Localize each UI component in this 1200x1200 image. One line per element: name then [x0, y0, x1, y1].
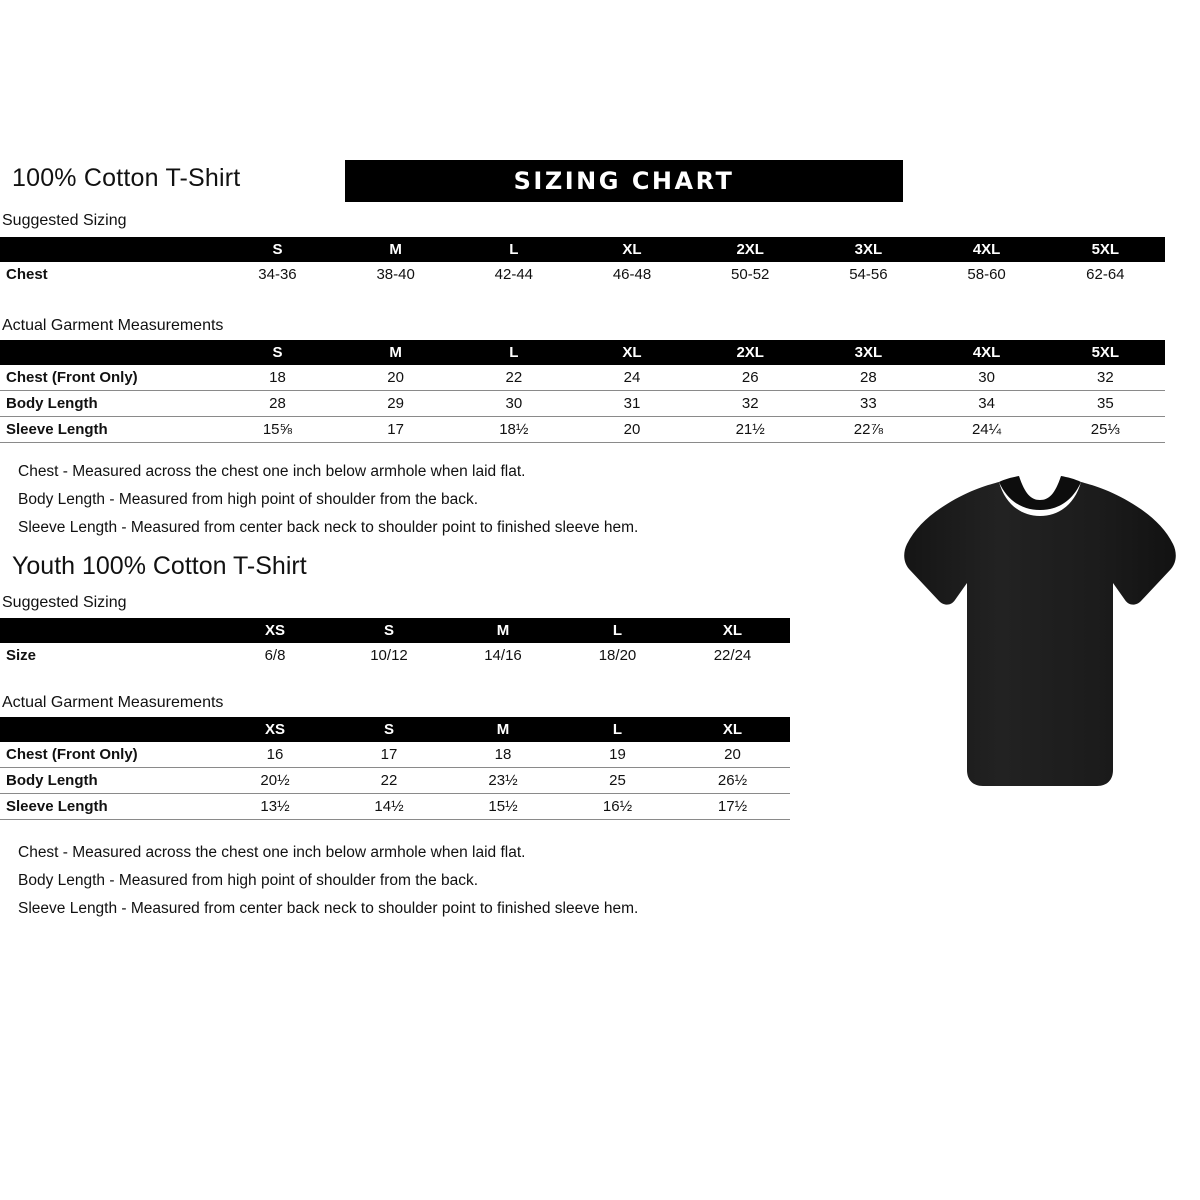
- cell-bodylength-xl: 31: [573, 391, 691, 417]
- adult-suggested-sizing-table: [0, 237, 1165, 287]
- youth-note-sleeve-length: Sleeve Length - Measured from center back neck to shoulder point to finished sleeve hem.: [18, 900, 639, 917]
- cell-chestfront-l: 22: [455, 365, 573, 391]
- cell-bodylength-xs: 20½: [218, 768, 332, 794]
- col-header-5xl: 5XL: [1046, 340, 1165, 365]
- row-label-body-length: Body Length: [0, 768, 218, 794]
- cell-chestfront-xs: 16: [218, 742, 332, 768]
- cell-size-m: 14/16: [484, 647, 522, 664]
- cell-chest-3xl: 54-56: [849, 266, 888, 283]
- row-label-size: Size: [6, 647, 37, 664]
- cell-sleevelength-s: 14½: [332, 794, 446, 820]
- cell-size-l: 18/20: [598, 647, 637, 664]
- col-header-s: S: [332, 717, 446, 742]
- youth-note-body-length: Body Length - Measured from high point of shoulder from the back.: [18, 872, 479, 889]
- col-header-m: M: [337, 340, 455, 365]
- cell-bodylength-s: 28: [218, 391, 336, 417]
- row-label-body-length: Body Length: [0, 391, 218, 417]
- cell-chestfront-xl: 20: [675, 742, 790, 768]
- cell-chest-xl: 46-48: [612, 266, 652, 283]
- cell-sleevelength-m: 15½: [446, 794, 560, 820]
- col-header-xl: XL: [675, 618, 790, 643]
- table-row: [0, 417, 1165, 443]
- col-header-blank: [0, 618, 218, 643]
- cell-chestfront-s: 18: [218, 365, 336, 391]
- youth-suggested-sizing-table: [0, 618, 790, 668]
- cell-sleevelength-m: 17: [337, 417, 455, 443]
- adult-note-sleeve-length: Sleeve Length - Measured from center back neck to shoulder point to finished sleeve hem.: [18, 519, 639, 536]
- cell-size-xs: 6/8: [264, 647, 286, 664]
- cell-sleevelength-xs: 13½: [218, 794, 332, 820]
- cell-sleevelength-l: 18½: [455, 417, 573, 443]
- cell-chestfront-m: 20: [337, 365, 455, 391]
- cell-size-xl: 22/24: [713, 647, 752, 664]
- cell-chestfront-3xl: 28: [809, 365, 927, 391]
- adult-note-body-length: Body Length - Measured from high point of shoulder from the back.: [18, 491, 479, 508]
- row-label-chest-front-only: Chest (Front Only): [0, 742, 218, 768]
- youth-note-chest: Chest - Measured across the chest one inch below armhole when laid flat.: [18, 844, 526, 861]
- col-header-xs: XS: [218, 618, 332, 643]
- cell-bodylength-m: 23½: [446, 768, 560, 794]
- col-header-m: M: [446, 717, 560, 742]
- col-header-2xl: 2XL: [691, 340, 809, 365]
- cell-bodylength-2xl: 32: [691, 391, 809, 417]
- cell-bodylength-m: 29: [337, 391, 455, 417]
- cell-bodylength-l: 30: [455, 391, 573, 417]
- table-row: [0, 643, 790, 668]
- table-row: [0, 262, 1165, 287]
- col-header-2xl: 2XL: [691, 237, 809, 262]
- cell-sleevelength-s: 15⅝: [218, 417, 336, 443]
- col-header-l: L: [455, 237, 573, 262]
- black-t-shirt-illustration: [895, 470, 1185, 810]
- cell-chest-2xl: 50-52: [731, 266, 770, 283]
- col-header-xl: XL: [573, 340, 691, 365]
- col-header-xl: XL: [573, 237, 691, 262]
- cell-size-s: 10/12: [370, 647, 408, 664]
- cell-bodylength-s: 22: [332, 768, 446, 794]
- adult-section-title: 100% Cotton T-Shirt: [12, 164, 241, 192]
- adult-title-row: [12, 160, 902, 202]
- col-header-4xl: 4XL: [927, 237, 1045, 262]
- cell-bodylength-xl: 26½: [675, 768, 790, 794]
- adult-suggested-sizing-label: Suggested Sizing: [2, 212, 127, 229]
- cell-sleevelength-3xl: 22⅞: [809, 417, 927, 443]
- table-row: [0, 768, 790, 794]
- adult-actual-measurements-table: [0, 340, 1165, 443]
- table-row: [0, 794, 790, 820]
- table-row: [0, 742, 790, 768]
- cell-chestfront-m: 18: [446, 742, 560, 768]
- col-header-l: L: [560, 717, 675, 742]
- row-label-chest-front-only: Chest (Front Only): [0, 365, 218, 391]
- sizing-chart-banner-label: SIZING CHART: [513, 167, 735, 195]
- cell-sleevelength-xl: 17½: [675, 794, 790, 820]
- cell-chestfront-4xl: 30: [927, 365, 1045, 391]
- col-header-s: S: [218, 340, 336, 365]
- row-label-sleeve-length: Sleeve Length: [0, 417, 218, 443]
- cell-bodylength-4xl: 34: [927, 391, 1045, 417]
- col-header-xl: XL: [675, 717, 790, 742]
- col-header-l: L: [560, 618, 675, 643]
- youth-actual-measurements-label: Actual Garment Measurements: [2, 694, 224, 711]
- cell-bodylength-5xl: 35: [1046, 391, 1165, 417]
- cell-chestfront-xl: 24: [573, 365, 691, 391]
- cell-bodylength-3xl: 33: [809, 391, 927, 417]
- col-header-m: M: [337, 237, 455, 262]
- col-header-xs: XS: [218, 717, 332, 742]
- sizing-chart-banner: [345, 160, 903, 202]
- col-header-m: M: [446, 618, 560, 643]
- col-header-l: L: [455, 340, 573, 365]
- cell-sleevelength-2xl: 21½: [691, 417, 809, 443]
- col-header-5xl: 5XL: [1046, 237, 1165, 262]
- table-header-row: [0, 618, 790, 643]
- col-header-s: S: [332, 618, 446, 643]
- col-header-3xl: 3XL: [809, 340, 927, 365]
- col-header-blank: [0, 237, 218, 262]
- row-label-chest: Chest: [6, 266, 48, 283]
- table-header-row: [0, 717, 790, 742]
- cell-bodylength-l: 25: [560, 768, 675, 794]
- youth-suggested-sizing-label: Suggested Sizing: [2, 594, 127, 611]
- col-header-4xl: 4XL: [927, 340, 1045, 365]
- table-header-row: [0, 237, 1165, 262]
- cell-chest-5xl: 62-64: [1086, 266, 1125, 283]
- col-header-3xl: 3XL: [809, 237, 927, 262]
- adult-actual-measurements-label: Actual Garment Measurements: [2, 317, 224, 334]
- cell-chestfront-2xl: 26: [691, 365, 809, 391]
- col-header-blank: [0, 717, 218, 742]
- cell-chestfront-5xl: 32: [1046, 365, 1165, 391]
- cell-chestfront-l: 19: [560, 742, 675, 768]
- cell-chest-s: 34-36: [258, 266, 297, 283]
- cell-chestfront-s: 17: [332, 742, 446, 768]
- row-label-sleeve-length: Sleeve Length: [0, 794, 218, 820]
- cell-chest-4xl: 58-60: [967, 266, 1006, 283]
- cell-chest-l: 42-44: [494, 266, 534, 283]
- table-row: [0, 365, 1165, 391]
- cell-sleevelength-4xl: 24¼: [927, 417, 1045, 443]
- youth-section-title: Youth 100% Cotton T-Shirt: [12, 552, 307, 580]
- cell-sleevelength-l: 16½: [560, 794, 675, 820]
- youth-actual-measurements-table: [0, 717, 790, 820]
- table-row: [0, 391, 1165, 417]
- adult-note-chest: Chest - Measured across the chest one inch below armhole when laid flat.: [18, 463, 526, 480]
- col-header-blank: [0, 340, 218, 365]
- cell-chest-m: 38-40: [376, 266, 415, 283]
- col-header-s: S: [218, 237, 336, 262]
- cell-sleevelength-xl: 20: [573, 417, 691, 443]
- table-header-row: [0, 340, 1165, 365]
- cell-sleevelength-5xl: 25⅓: [1046, 417, 1165, 443]
